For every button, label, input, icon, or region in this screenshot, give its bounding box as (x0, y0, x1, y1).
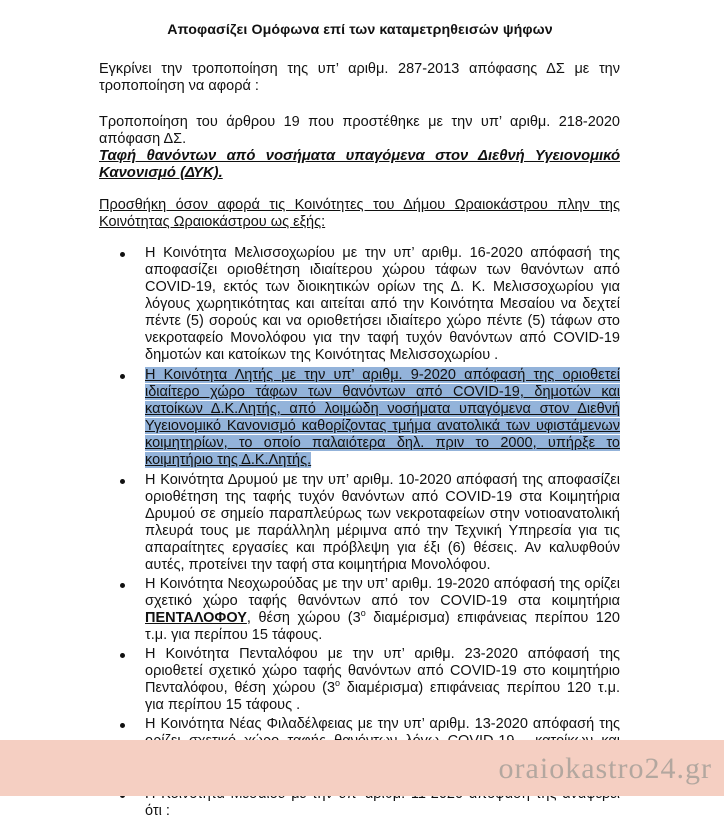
list-item-highlighted (99, 367, 620, 469)
bullet-text-melissochori: Η Κοινότητα Μελισσοχωρίου με την υπ’ αριθμ. 16-2020 απόφασή της αποφασίζει οριοθέτηση ιδιαίτερου χώρου τάφων των θανόντων από COVID-19, εκτός των διοικητικών ορίων της Δ. Κ. Μελισσοχωρίου για λόγους χωρητικότητας και αιτείται από την Κοινότητα Μεσαίου να δεχτεί πέντε (5) σορούς και να οριοθετήσει ιδιαίτερο χώρο πέντε (5) τάφων στο νεκροταφείο Μονολόφου για την ταφή τυχόν θανόντων από COVID-19 δημοτών και κατοίκων της Κοινότητας Μελισσοχωρίου . (145, 245, 620, 363)
list-item (99, 576, 620, 644)
list-item (99, 245, 620, 364)
bullet-text-nea-filadelfeia: Η Κοινότητα Νέας Φιλαδέλφειας με την υπ’ αριθμ. 13-2020 απόφασή της (145, 716, 620, 732)
approval-paragraph: Εγκρίνει την τροποποίηση της υπ’ αριθμ. 287-2013 απόφασης ΔΣ με την τροποποίηση να αφορά : (99, 61, 620, 94)
bullet-text-neochorouda-end: διαμέρισμα) επιφάνειας περίπου 120 τ.μ. για περίπου 15 τάφους. (145, 610, 620, 643)
bullet-icon (120, 723, 125, 728)
bullet-icon (120, 374, 125, 379)
list-item (99, 472, 620, 574)
site-watermark: oraiokastro24.gr (498, 752, 712, 785)
bullet-icon (120, 583, 125, 588)
pentalofos-emphasis: ΠΕΝΤΑΛΟΦΟΥ (145, 610, 247, 626)
bullet-text-pentalofos-end: διαμέρισμα) επιφάνειας περίπου 120 τ.μ. για περίπου 15 τάφους . (145, 680, 620, 713)
bullet-text-drymos: Η Κοινότητα Δρυμού με την υπ’ αριθμ. 10-2020 απόφασή της αποφασίζει οριοθέτηση της ταφής τυχόν θανόντων από COVID-19 στα Κοιμητήρια Δρυμού σε σημείο παραπλεύρως των νεκροταφείων στην νοτιοανατολική πλευρά τους με παράλληλη μέριμνα από την Τεχνική Υπηρεσία για τις απαραίτητες εργασίες και πρόβλεψη για έξι (6) θέσεις. Αν καλυφθούν αυτές, προτείνει την ταφή στα κοιμητήρια Μονολόφου. (145, 472, 620, 573)
bullet-icon (120, 479, 125, 484)
amendment-paragraph: Τροποποίηση του άρθρου 19 που προστέθηκε με την υπ’ αριθμ. 218-2020 απόφαση ΔΣ. (99, 114, 620, 147)
bullet-icon (120, 252, 125, 257)
community-list (99, 245, 620, 820)
bullet-icon (120, 653, 125, 658)
ordinal-superscript: ο (360, 608, 366, 619)
bullet-text-pentalofos-start: Η Κοινότητα Πενταλόφου με την υπ’ αριθμ. 23-2020 απόφασή της οριοθετεί σχετικό χώρο ταφής θανόντων από COVID-19 στο κοιμητήριο Πενταλόφου, θέση χώρου (3 (145, 646, 620, 696)
list-item (99, 646, 620, 714)
bullet-text-litis[interactable]: Η Κοινότητα Λητής με την υπ’ αριθμ. 9-2020 απόφασή της οριοθετεί ιδιαίτερο χώρο τάφων των θανόντων από COVID-19, δημοτών και κατοίκων Δ.Κ.Λητής, από λοιμώδη νοσήματα υπαγόμενα στον Διεθνή Υγειονομικό Κανονισμό καθορίζοντας τμήμα ανατολικά των υφιστάμενων κοιμητηρίων, το οποίο παλαιότερα δηλ. πριν το 2000, υπήρξε το κοιμητήριο της Δ.Κ.Λητής. (145, 367, 620, 468)
bullet-text-mesaio: ότι : (145, 803, 170, 819)
bullet-text-neochorouda-mid: , θέση χώρου (3 (246, 610, 361, 626)
ordinal-superscript: ο (335, 678, 341, 689)
watermark-band (0, 740, 724, 796)
bullet-text-neochorouda-start: Η Κοινότητα Νεοχωρούδας με την υπ’ αριθμ. 19-2020 απόφασή της ορίζει σχετικό χώρο ταφής θανόντων από τον COVID-19 στα κοιμητήρια (145, 576, 620, 609)
section-heading: Ταφή θανόντων από νοσήματα υπαγόμενα στον Διεθνή Υγειονομικό Κανονισμό (ΔΥΚ). (99, 148, 620, 181)
document-title: Αποφασίζει Ομόφωνα επί των καταμετρηθεισών ψήφων (167, 22, 553, 38)
addition-paragraph: Προσθήκη όσον αφορά τις Κοινότητες του Δήμου Ωραιοκάστρου πλην της Κοινότητας Ωραιοκάστρου ως εξής: (99, 197, 620, 230)
